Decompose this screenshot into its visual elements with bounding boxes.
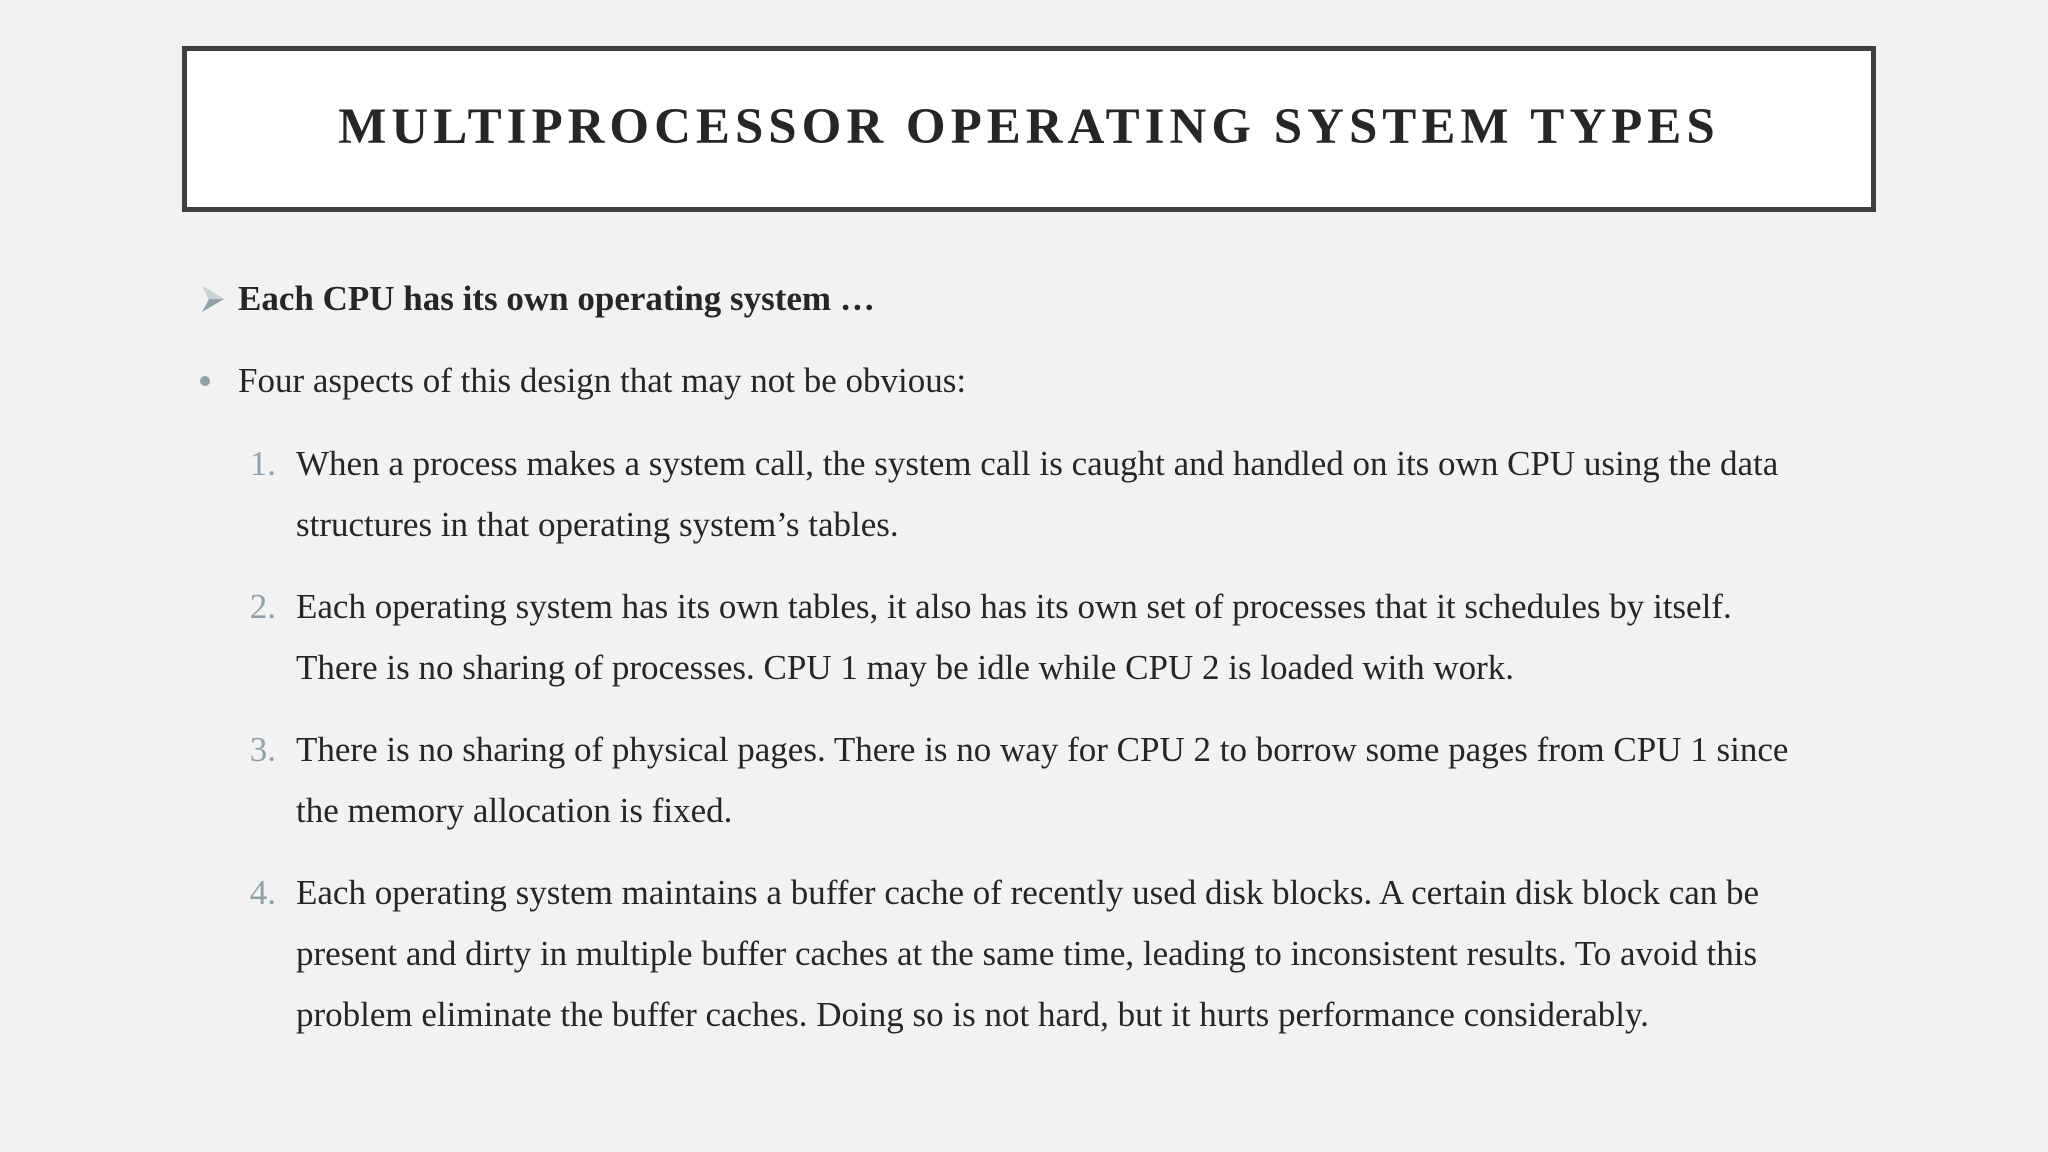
item-1-line-2: structures in that operating system’s tables. <box>296 505 899 544</box>
item-2-line-2: There is no sharing of processes. CPU 1 may be idle while CPU 2 is loaded with work. <box>296 648 1515 687</box>
slide-title: MULTIPROCESSOR OPERATING SYSTEM TYPES <box>338 99 1720 155</box>
item-4-number: 4. <box>249 873 276 912</box>
intro-bullet-text: Four aspects of this design that may not be obvious: <box>238 361 967 400</box>
item-4-line-1: Each operating system maintains a buffer cache of recently used disk blocks. A certain disk block can be <box>296 873 1760 912</box>
item-1-number: 1. <box>249 444 276 483</box>
item-4-line-2: present and dirty in multiple buffer caches at the same time, leading to inconsistent results. To avoid this <box>296 934 1758 973</box>
heading-bullet-text: Each CPU has its own operating system … <box>238 279 875 318</box>
item-1-line-1: When a process makes a system call, the system call is caught and handled on its own CPU using the data <box>296 444 1779 483</box>
item-4-line-3: problem eliminate the buffer caches. Doing so is not hard, but it hurts performance considerably. <box>296 995 1649 1034</box>
item-2-line-1: Each operating system has its own tables, it also has its own set of processes that it schedules by itself. <box>296 587 1732 626</box>
item-2-number: 2. <box>249 587 276 626</box>
dot-bullet-icon <box>200 376 210 386</box>
item-3-line-2: the memory allocation is fixed. <box>296 791 733 830</box>
item-3-number: 3. <box>249 730 276 769</box>
item-3-line-1: There is no sharing of physical pages. There is no way for CPU 2 to borrow some pages from CPU 1 since <box>296 730 1789 769</box>
arrow-bullet-icon <box>200 284 226 314</box>
